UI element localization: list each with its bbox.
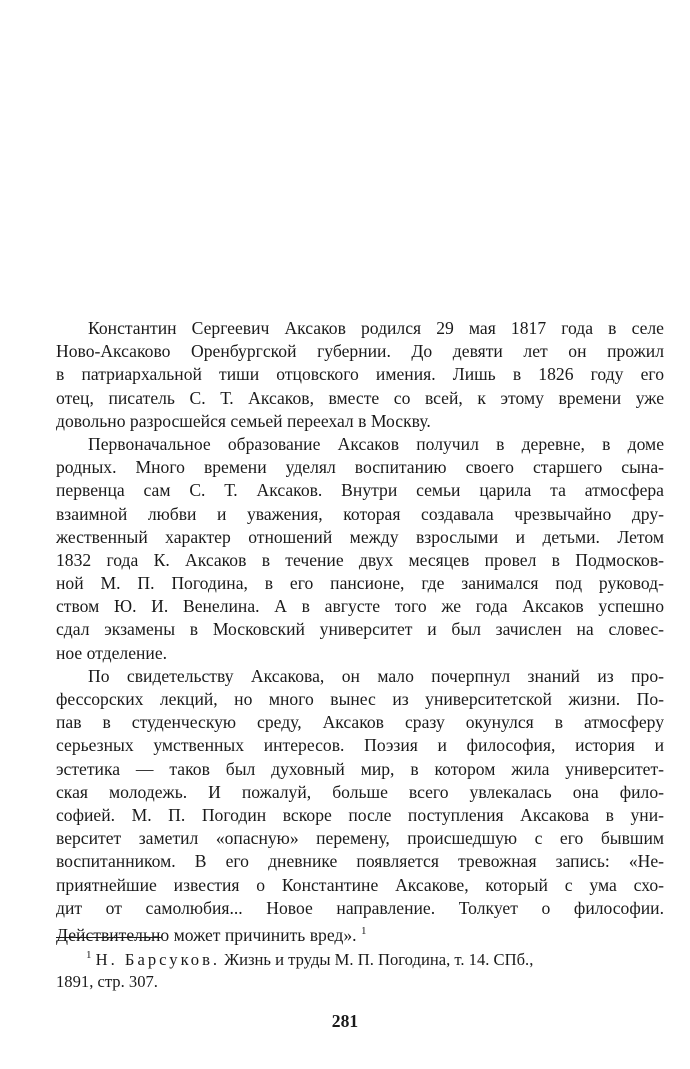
text-line: 1832 года К. Аксаков в течение двух месяцев провел в Подмосков- (56, 549, 664, 570)
text-line: По свидетельству Аксакова, он мало почерпнул знаний из про- (88, 665, 664, 686)
footnote-line: 1891, стр. 307. (56, 972, 158, 991)
text-line: Первоначальное образование Аксаков получил в деревне, в доме (88, 433, 664, 454)
text-line: сдал экзамены в Московский университет и был зачислен на словес- (56, 619, 664, 640)
footnote-divider (56, 937, 162, 938)
text-line: в патриархальной тиши отцовского имения. Лишь в 1826 году его (56, 364, 664, 385)
paragraph (56, 433, 664, 665)
footnote (56, 944, 664, 993)
text-line: верситет заметил «опасную» перемену, происшедшую с его бывшим (56, 828, 664, 849)
text-line: воспитанником. В его дневнике появляется тревожная запись: «Не- (56, 851, 664, 872)
page-number: 281 (331, 1011, 359, 1031)
text-line: взаимной любви и уважения, которая создавала чрезвычайно дру- (56, 503, 664, 524)
text-line: дит от самолюбия... Новое направление. Толкует о философии. (56, 897, 664, 918)
text-line: ной М. П. Погодина, в его пансионе, где занимался под руковод- (56, 573, 664, 594)
paragraph (56, 665, 664, 943)
text-line: отец, писатель С. Т. Аксаков, вместе со всей, к этому времени уже (56, 387, 664, 408)
text-line: ством Ю. И. Венелина. А в августе того же года Аксаков успешно (56, 596, 664, 617)
text-line: фессорских лекций, но много вынес из университетской жизни. По- (56, 689, 664, 709)
text-line: эстетика — таков был духовный мир, в котором жила университет- (56, 758, 664, 779)
paragraph (56, 317, 664, 433)
text-line-content: Действительно может причинить вред». (56, 924, 357, 945)
text-line: пав в студенческую среду, Аксаков сразу окунулся в атмосферу (56, 712, 664, 733)
text-line: жественный характер отношений между взрослыми и детьми. Летом (56, 526, 664, 547)
text-line: первенца сам С. Т. Аксаков. Внутри семьи царила та атмосфера (56, 480, 664, 501)
footnote-title: Жизнь и труды М. П. Погодина, т. 14. СПб., (220, 950, 534, 969)
text-line: довольно разросшейся семьей переехал в Москву. (56, 410, 431, 431)
text-line (56, 920, 664, 943)
text-line: родных. Много времени уделял воспитанию своего старшего сына- (56, 457, 664, 478)
text-line: софией. М. П. Погодин вскоре после поступления Аксакова в уни- (56, 804, 664, 825)
text-line: ное отделение. (56, 642, 168, 663)
body-text (56, 317, 664, 943)
text-line: серьезных умственных интересов. Поэзия и философия, история и (56, 735, 664, 756)
text-line: Ново-Аксаково Оренбургской губернии. До девяти лет он прожил (56, 341, 664, 362)
footnote-reference[interactable]: 1 (360, 924, 367, 937)
text-line: приятнейшие известия о Константине Аксакове, который с ума схо- (56, 874, 664, 895)
text-line: ская молодежь. И пожалуй, больше всего увлекалась она фило- (56, 781, 664, 802)
footnote-marker: 1 (86, 949, 92, 961)
footnote-line (56, 944, 664, 971)
text-line: Константин Сергеевич Аксаков родился 29 мая 1817 года в селе (88, 318, 664, 338)
footnote-author: Н. Барсуков. (95, 950, 221, 969)
